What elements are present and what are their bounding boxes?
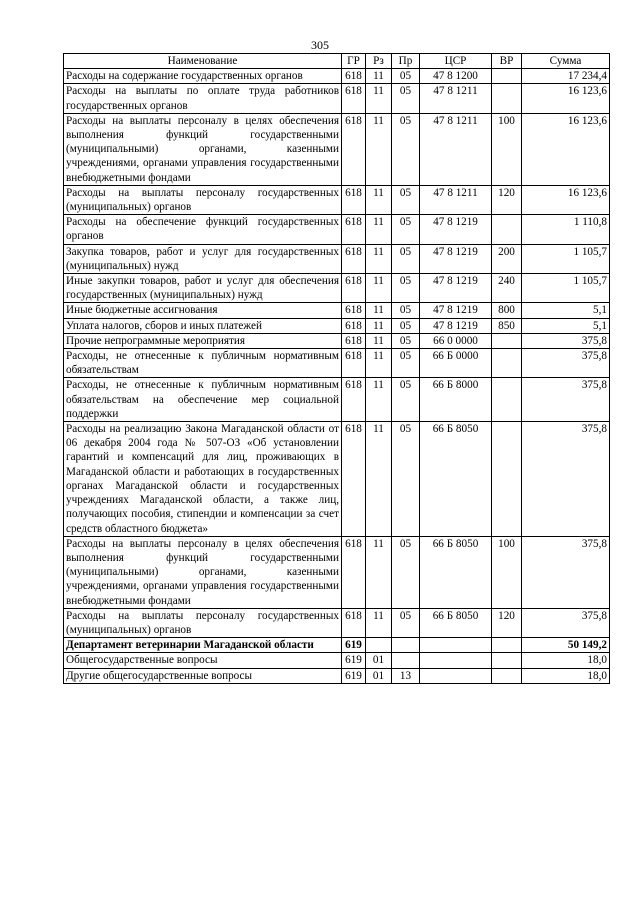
cell-name: Прочие непрограммные мероприятия [64,333,342,348]
cell-gr: 618 [342,303,366,318]
cell-vr: 120 [492,185,522,214]
cell-gr: 618 [342,422,366,537]
cell-pr: 05 [392,274,420,303]
cell-pr: 05 [392,333,420,348]
cell-vr [492,653,522,668]
cell-pr: 05 [392,608,420,637]
cell-vr [492,333,522,348]
cell-csr: 47 8 1219 [420,244,492,273]
cell-name: Другие общегосударственные вопросы [64,668,342,683]
cell-vr: 850 [492,318,522,333]
cell-name: Уплата налогов, сборов и иных платежей [64,318,342,333]
cell-name: Расходы, не отнесенные к публичным нормативным обязательствам на обеспечение мер социальной поддержки [64,378,342,422]
table-row [64,274,610,303]
cell-vr: 100 [492,113,522,185]
cell-rz: 11 [366,69,392,84]
cell-name: Расходы на реализацию Закона Магаданской области от 06 декабря 2004 года № 507-ОЗ «Об установлении гарантий и компенсаций для лиц, проживающих в Магаданской области и работающих в государственных органах Магаданской области и государственных учреждениях Магаданской области, а также лиц, получающих пособия, стипендии и компенсации за счет средств областного бюджета» [64,422,342,537]
cell-sum: 375,8 [522,536,610,608]
cell-rz: 11 [366,185,392,214]
cell-name: Иные закупки товаров, работ и услуг для обеспечения государственных (муниципальных) нужд [64,274,342,303]
cell-gr: 618 [342,333,366,348]
cell-sum: 17 234,4 [522,69,610,84]
cell-pr [392,653,420,668]
table-row [64,333,610,348]
table-row [64,185,610,214]
cell-vr: 120 [492,608,522,637]
cell-name: Департамент ветеринарии Магаданской области [64,638,342,653]
cell-csr: 47 8 1219 [420,274,492,303]
table-row [64,318,610,333]
cell-csr: 47 8 1200 [420,69,492,84]
cell-csr: 66 Б 8050 [420,608,492,637]
cell-vr: 240 [492,274,522,303]
cell-vr: 800 [492,303,522,318]
cell-gr: 618 [342,378,366,422]
header-sum: Сумма [522,54,610,69]
cell-rz: 11 [366,84,392,113]
cell-gr: 618 [342,274,366,303]
cell-rz: 11 [366,333,392,348]
table-header-row [64,54,610,69]
cell-rz: 11 [366,378,392,422]
cell-name: Расходы на выплаты персоналу государственных (муниципальных) органов [64,185,342,214]
cell-gr: 619 [342,653,366,668]
cell-pr: 05 [392,244,420,273]
cell-pr: 05 [392,69,420,84]
cell-vr [492,378,522,422]
table-row [64,638,610,653]
cell-csr: 47 8 1211 [420,113,492,185]
header-vr: ВР [492,54,522,69]
cell-gr: 618 [342,215,366,244]
cell-name: Расходы на обеспечение функций государственных органов [64,215,342,244]
cell-vr [492,69,522,84]
cell-sum: 18,0 [522,668,610,683]
cell-sum: 375,8 [522,349,610,378]
cell-rz: 11 [366,215,392,244]
cell-csr: 47 8 1219 [420,318,492,333]
cell-csr [420,653,492,668]
cell-csr: 66 Б 8050 [420,536,492,608]
cell-rz: 11 [366,608,392,637]
cell-csr: 47 8 1211 [420,84,492,113]
cell-rz: 11 [366,422,392,537]
cell-sum: 5,1 [522,303,610,318]
cell-sum: 16 123,6 [522,84,610,113]
cell-rz: 11 [366,113,392,185]
table-row [64,378,610,422]
cell-gr: 618 [342,185,366,214]
cell-sum: 50 149,2 [522,638,610,653]
cell-pr: 05 [392,378,420,422]
cell-pr: 05 [392,349,420,378]
cell-sum: 5,1 [522,318,610,333]
cell-gr: 618 [342,536,366,608]
cell-vr [492,638,522,653]
header-name: Наименование [64,54,342,69]
cell-name: Расходы на выплаты персоналу государственных (муниципальных) органов [64,608,342,637]
cell-gr: 618 [342,244,366,273]
cell-pr: 05 [392,422,420,537]
cell-sum: 375,8 [522,422,610,537]
cell-name: Расходы на выплаты по оплате труда работников государственных органов [64,84,342,113]
cell-name: Расходы, не отнесенные к публичным нормативным обязательствам [64,349,342,378]
cell-pr [392,638,420,653]
page-number: 305 [311,38,329,52]
table-row [64,422,610,537]
table-row [64,536,610,608]
cell-sum: 16 123,6 [522,185,610,214]
cell-sum: 375,8 [522,378,610,422]
cell-csr: 66 0 0000 [420,333,492,348]
table-row [64,69,610,84]
table-body [64,69,610,684]
cell-pr: 05 [392,113,420,185]
cell-rz: 01 [366,653,392,668]
cell-sum: 375,8 [522,608,610,637]
cell-vr [492,422,522,537]
cell-vr [492,349,522,378]
cell-name: Закупка товаров, работ и услуг для государственных (муниципальных) нужд [64,244,342,273]
cell-csr [420,638,492,653]
cell-sum: 1 110,8 [522,215,610,244]
cell-gr: 618 [342,318,366,333]
cell-rz: 11 [366,244,392,273]
cell-rz: 11 [366,318,392,333]
header-gr: ГР [342,54,366,69]
cell-sum: 1 105,7 [522,244,610,273]
cell-rz: 11 [366,349,392,378]
cell-name: Расходы на выплаты персоналу в целях обеспечения выполнения функций государственными (муниципальными) органами, казенными учреждениями, органами управления государственными внебюджетными фондами [64,536,342,608]
cell-vr: 100 [492,536,522,608]
cell-pr: 05 [392,84,420,113]
cell-rz [366,638,392,653]
cell-csr: 47 8 1219 [420,303,492,318]
cell-csr: 47 8 1211 [420,185,492,214]
cell-pr: 13 [392,668,420,683]
cell-gr: 619 [342,638,366,653]
cell-pr: 05 [392,185,420,214]
cell-rz: 01 [366,668,392,683]
budget-table [63,53,610,684]
cell-gr: 618 [342,349,366,378]
cell-gr: 618 [342,84,366,113]
header-pr: Пр [392,54,420,69]
cell-pr: 05 [392,318,420,333]
table-row [64,303,610,318]
table-row [64,113,610,185]
cell-csr: 47 8 1219 [420,215,492,244]
cell-vr [492,668,522,683]
table-row [64,668,610,683]
cell-rz: 11 [366,536,392,608]
cell-sum: 375,8 [522,333,610,348]
table-row [64,84,610,113]
cell-csr: 66 Б 8000 [420,378,492,422]
cell-pr: 05 [392,215,420,244]
table-row [64,349,610,378]
cell-gr: 618 [342,113,366,185]
table-row [64,608,610,637]
cell-vr [492,215,522,244]
cell-name: Общегосударственные вопросы [64,653,342,668]
cell-csr [420,668,492,683]
cell-vr [492,84,522,113]
header-csr: ЦСР [420,54,492,69]
cell-sum: 1 105,7 [522,274,610,303]
cell-pr: 05 [392,536,420,608]
cell-csr: 66 Б 0000 [420,349,492,378]
table-row [64,244,610,273]
cell-rz: 11 [366,303,392,318]
header-rz: Рз [366,54,392,69]
table-row [64,215,610,244]
cell-gr: 618 [342,69,366,84]
cell-name: Расходы на выплаты персоналу в целях обеспечения выполнения функций государственными (муниципальными) органами, казенными учреждениями, органами управления государственными внебюджетными фондами [64,113,342,185]
cell-gr: 618 [342,608,366,637]
cell-name: Расходы на содержание государственных органов [64,69,342,84]
cell-vr: 200 [492,244,522,273]
cell-pr: 05 [392,303,420,318]
cell-sum: 18,0 [522,653,610,668]
cell-csr: 66 Б 8050 [420,422,492,537]
table-row [64,653,610,668]
cell-gr: 619 [342,668,366,683]
cell-sum: 16 123,6 [522,113,610,185]
cell-rz: 11 [366,274,392,303]
cell-name: Иные бюджетные ассигнования [64,303,342,318]
